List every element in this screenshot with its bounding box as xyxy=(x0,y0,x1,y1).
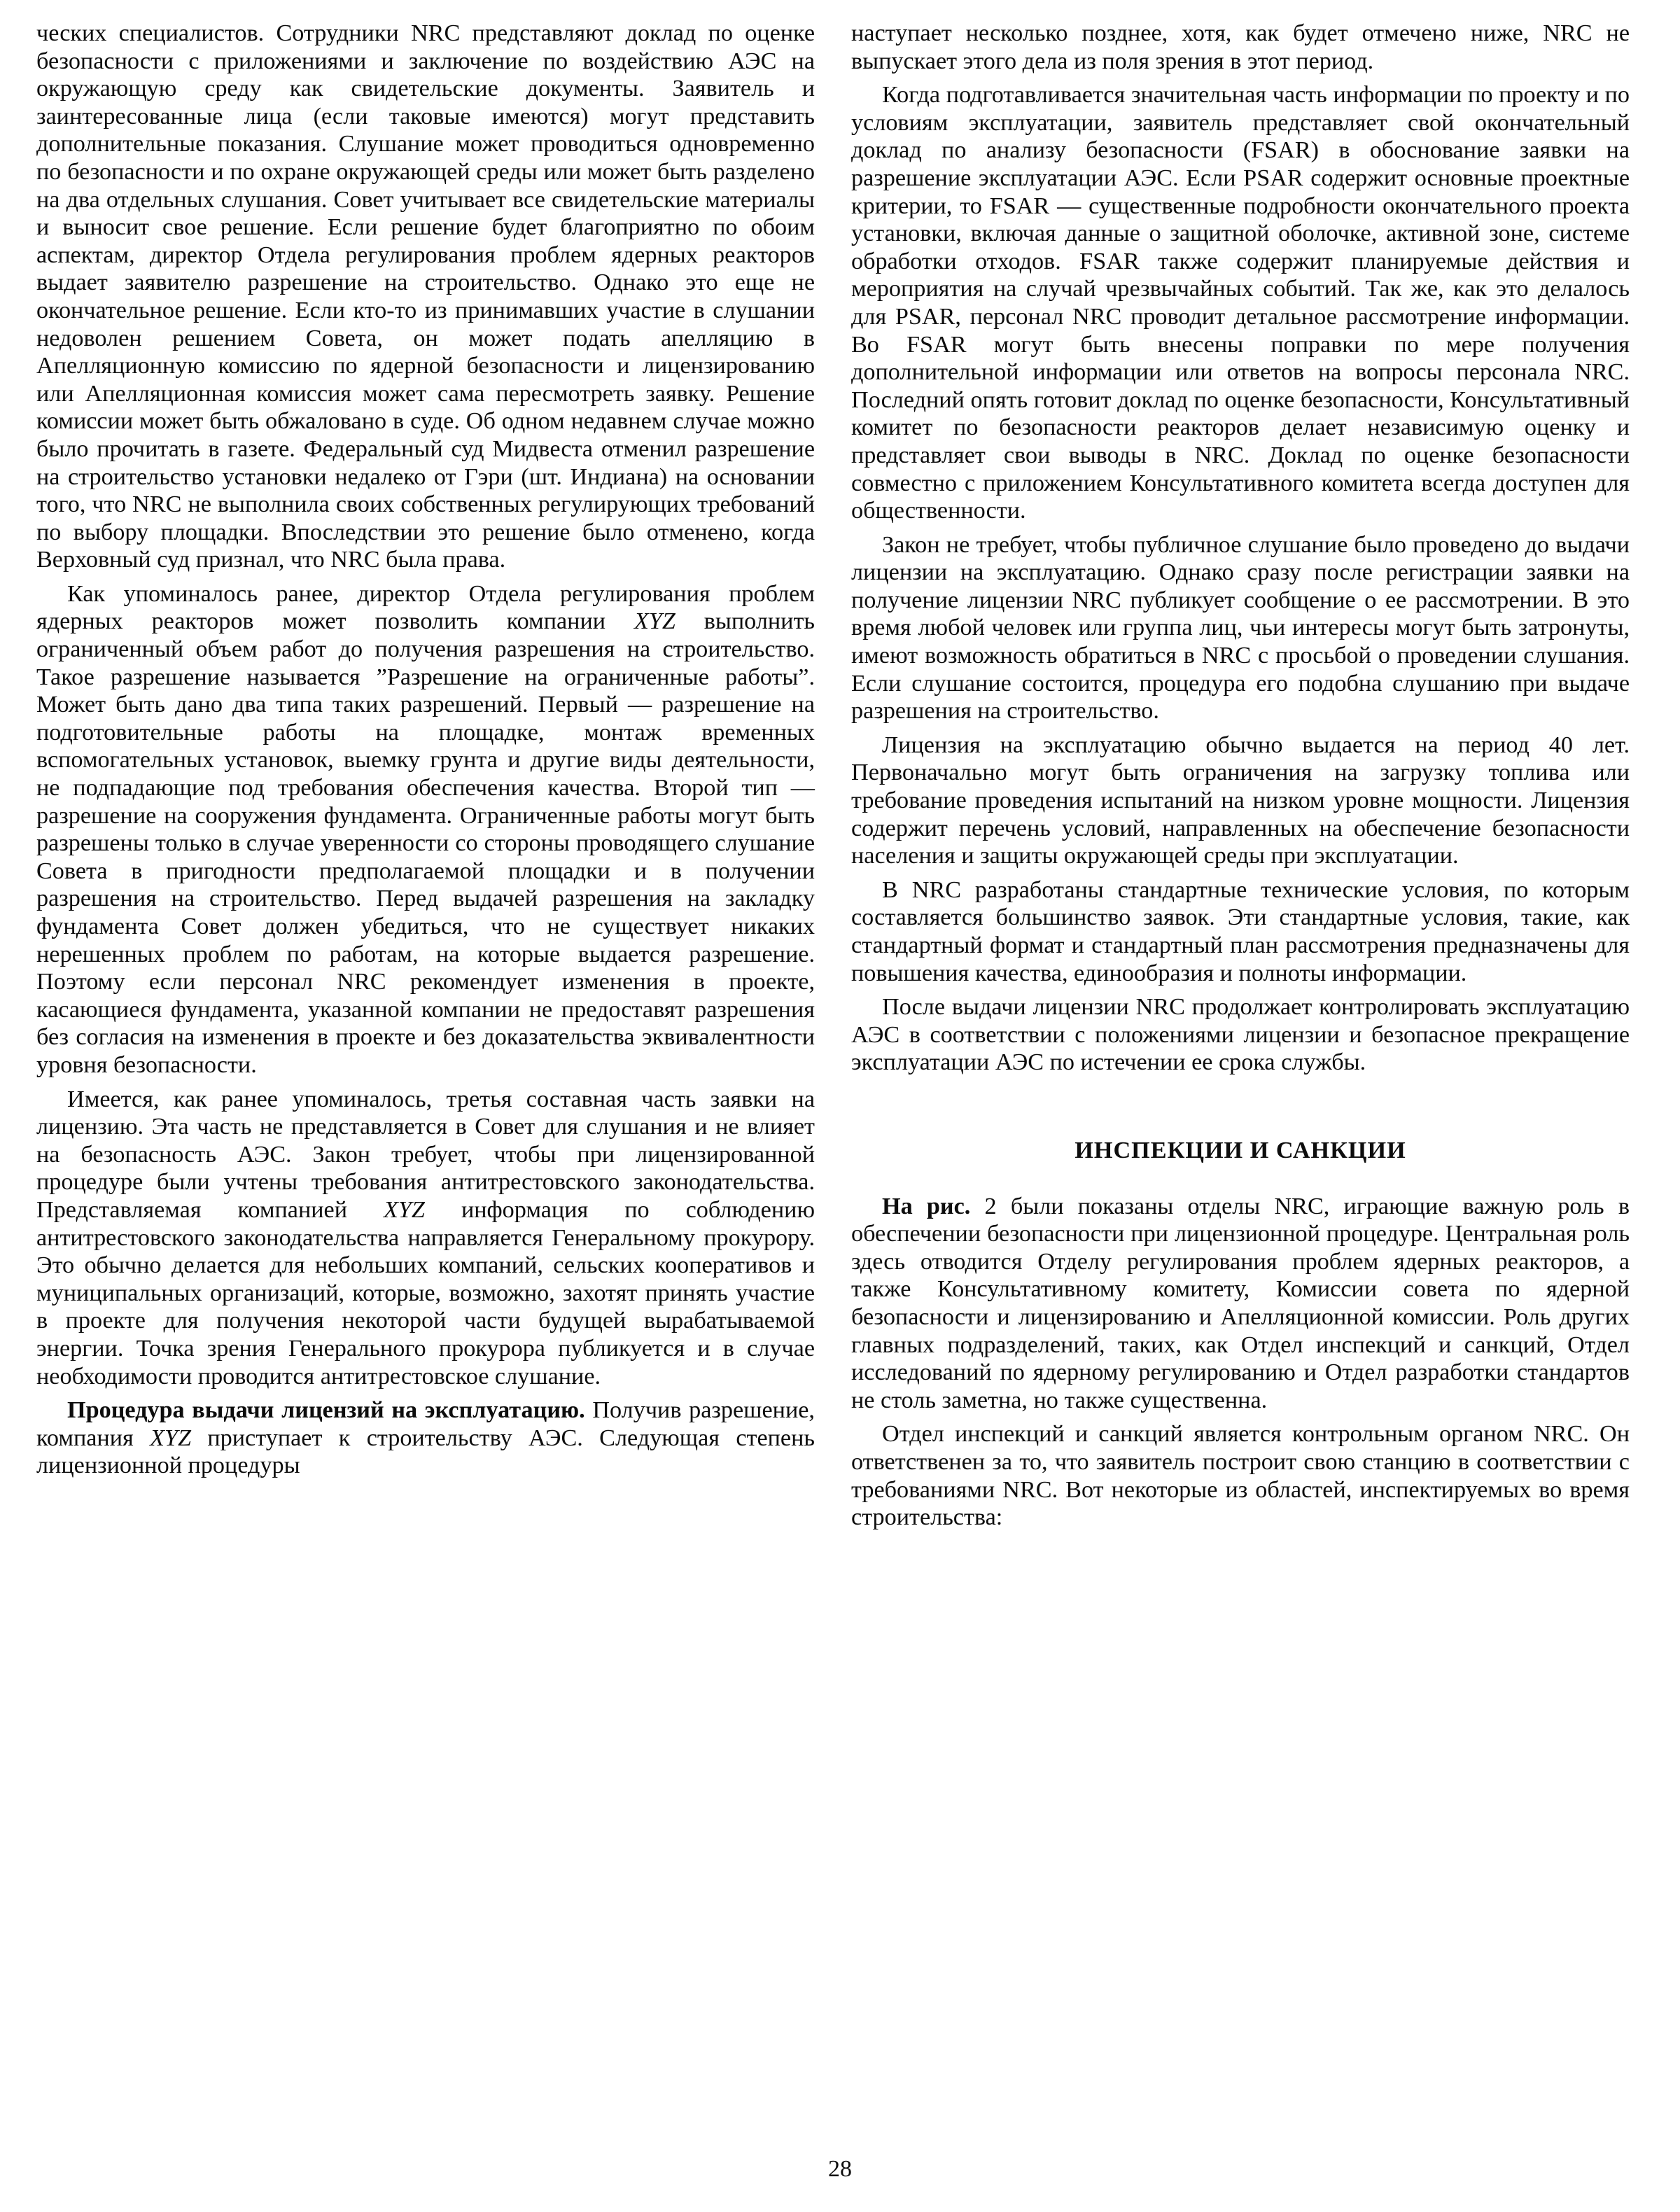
paragraph-text: Как упоминалось ранее, директор Отдела регулирования проблем ядерных реакторов может позволить компании xyxy=(36,580,815,635)
figure-reference: На рис. xyxy=(882,1193,971,1219)
company-name-italic: XYZ xyxy=(634,608,676,635)
left-text-column xyxy=(36,20,815,1480)
runin-heading: Процедура выдачи лицензий на эксплуатацию. xyxy=(67,1397,585,1424)
company-name-italic: XYZ xyxy=(150,1424,192,1451)
paragraph-antitrust-review xyxy=(36,1086,815,1391)
paragraph-limited-work-authorization xyxy=(36,580,815,1079)
paragraph-hearing-procedure: ческих специалистов. Сотрудники NRC представляют доклад по оценке безопасности с приложениями и заключение по воздействию АЭС на окружающую среду как свидетельские документы. Заявитель и заинтересованные лица (если таковые имеются) могут представить дополнительные показания. Слушание может проводиться одновременно по безопасности и по охране окружающей среды или может быть разделено на два отдельных слушания. Совет учитывает все свидетельские материалы и выносит свое решение. Если решение будет благоприятно по обоим аспектам, директор Отдела регулирования проблем ядерных реакторов выдает заявителю разрешение на строительство. Однако это еще не окончательное решение. Если кто-то из принимавших участие в слушании недоволен решением Совета, он может подать апелляцию в Апелляционную комиссию по ядерной безопасности и лицензированию или Апелляционная комиссия может сама пересмотреть заявку. Решение комиссии может быть обжаловано в суде. Об одном недавнем случае можно было прочитать в газете. Федеральный суд Мидвеста отменил разрешение на строительство установки недалеко от Гэри (шт. Индиана) на основании того, что NRC не выполнила своих собственных регулирующих требований по выбору площадки. Впоследствии это решение было отменено, когда Верховный суд признал, что NRC была права. xyxy=(36,20,815,573)
paragraph-text: Получив разрешение, компания xyxy=(36,1397,815,1451)
paragraph-text: приступает к строительству АЭС. Следующая степень лицензионной процедуры xyxy=(36,1424,815,1479)
right-text-column xyxy=(851,20,1630,1532)
paragraph-standard-conditions: В NRC разработаны стандартные технические условия, по которым составляется большинство заявок. Эти стандартные условия, такие, как стандартный формат и стандартный план рассмотрения предназначены для повышения качества, единообразия и полноты информации. xyxy=(851,876,1630,986)
paragraph-inspection-office: Отдел инспекций и санкций является контрольным органом NRC. Он ответственен за то, что заявитель построит свою станцию в соответствии с требованиями NRC. Вот некоторые из областей, инспектируемых во время строительства: xyxy=(851,1421,1630,1531)
section-spacer xyxy=(851,1077,1630,1137)
paragraph-text: информация по соблюдению антитрестовского законодательства направляется Генеральному прокурору. Это обычно делается для небольших компаний, сельских кооперативов и муниципальных организаций, которые, возможно, захотят принять участие в проекте для получения некоторой части будущей вырабатываемой энергии. Точка зрения Генерального прокурора публикуется и в случае необходимости проводится антитрестовское слушание. xyxy=(36,1196,815,1390)
paragraph-text: 2 были показаны отделы NRC, играющие важную роль в обеспечении безопасности при лицензионной процедуре. Центральная роль здесь отводится Отделу регулирования проблем ядерных реакторов, а также Консультативному комитету, Комиссии совета по ядерной безопасности и лицензированию и Апелляционной комиссии. Роль других главных подразделений, таких, как Отдел инспекций и санкций, Отдел исследований по ядерному регулированию и Отдел разработки стандартов не столь заметна, но также существенна. xyxy=(851,1193,1630,1413)
paragraph-post-license-control: После выдачи лицензии NRC продолжает контролировать эксплуатацию АЭС в соответствии с положениями лицензии и безопасное прекращение эксплуатации АЭС по истечении ее срока службы. xyxy=(851,994,1630,1076)
paragraph-fsar: Когда подготавливается значительная часть информации по проекту и по условиям эксплуатации, заявитель представляет свой окончательный доклад по анализу безопасности (FSAR) в обоснование заявки на разрешение эксплуатации АЭС. Если PSAR содержит основные проектные критерии, то FSAR — существенные подробности окончательного проекта установки, включая данные о защитной оболочке, активной зоне, системе обработки отходов. FSAR также содержит планируемые действия и мероприятия на случай чрезвычайных событий. Так же, как это делалось для PSAR, персонал NRC проводит детальное рассмотрение информации. Во FSAR могут быть внесены поправки по мере получения дополнительной информации или ответов на вопросы персонала NRC. Последний опять готовит доклад по оценке безопасности, Консультативный комитет по безопасности реакторов делает независимую оценку и представляет свои выводы в NRC. Доклад по оценке безопасности совместно с приложением Консультативного комитета всегда доступен для общественности. xyxy=(851,82,1630,524)
paragraph-continuation: наступает несколько позднее, хотя, как будет отмечено ниже, NRC не выпускает этого дела из поля зрения в этот период. xyxy=(851,20,1630,74)
paragraph-operating-license-procedure xyxy=(36,1396,815,1480)
page-number: 28 xyxy=(828,2156,852,2182)
paragraph-public-hearing: Закон не требует, чтобы публичное слушание было проведено до выдачи лицензии на эксплуатацию. Однако сразу после регистрации заявки на получение лицензии NRC публикует сообщение о ее рассмотрении. В это время любой человек или группа лиц, чьи интересы могут быть затронуты, имеют возможность обратиться в NRC с просьбой о проведении слушания. Если слушание состоится, процедура его подобна слушанию при выдаче разрешения на строительство. xyxy=(851,531,1630,724)
paragraph-nrc-offices xyxy=(851,1193,1630,1415)
paragraph-text: выполнить ограниченный объем работ до получения разрешения на строительство. Такое разрешение называется ”Разрешение на ограниченные работы”. Может быть дано два типа таких разрешений. Первый — разрешение на подготовительные работы на площадке, монтаж временных вспомогательных установок, выемку грунта и другие виды деятельности, не подпадающие под требования обеспечения качества. Второй тип — разрешение на сооружения фундамента. Ограниченные работы могут быть разрешены только в случае уверенности со стороны проводящего слушание Совета в пригодности предполагаемой площадки и в получении разрешения на строительство. Перед выдачей разрешения на закладку фундамента Совет должен убедиться, что не существует никаких нерешенных проблем по работам, на которые выдается разрешение. Поэтому если персонал NRC рекомендует изменения в проекте, касающиеся фундамента, указанной компании не предоставят разрешения без согласия на изменения в проекте и без доказательства эквивалентности уровня безопасности. xyxy=(36,608,816,1078)
paragraph-text: Имеется, как ранее упоминалось, третья составная часть заявки на лицензию. Эта часть не представляется в Совет для слушания и не влияет на безопасность АЭС. Закон требует, чтобы при лицензированной процедуре были учтены требования антитрестовского законодательства. Представляемая компанией xyxy=(36,1086,815,1223)
section-spacer xyxy=(851,1165,1630,1193)
paragraph-license-term: Лицензия на эксплуатацию обычно выдается на период 40 лет. Первоначально могут быть ограничения на загрузку топлива или требование проведения испытаний на низком уровне мощности. Лицензия содержит перечень условий, направленных на обеспечение безопасности населения и защиты окружающей среды при эксплуатации. xyxy=(851,732,1630,869)
company-name-italic: XYZ xyxy=(384,1196,425,1223)
section-heading: ИНСПЕКЦИИ И САНКЦИИ xyxy=(1074,1137,1406,1163)
